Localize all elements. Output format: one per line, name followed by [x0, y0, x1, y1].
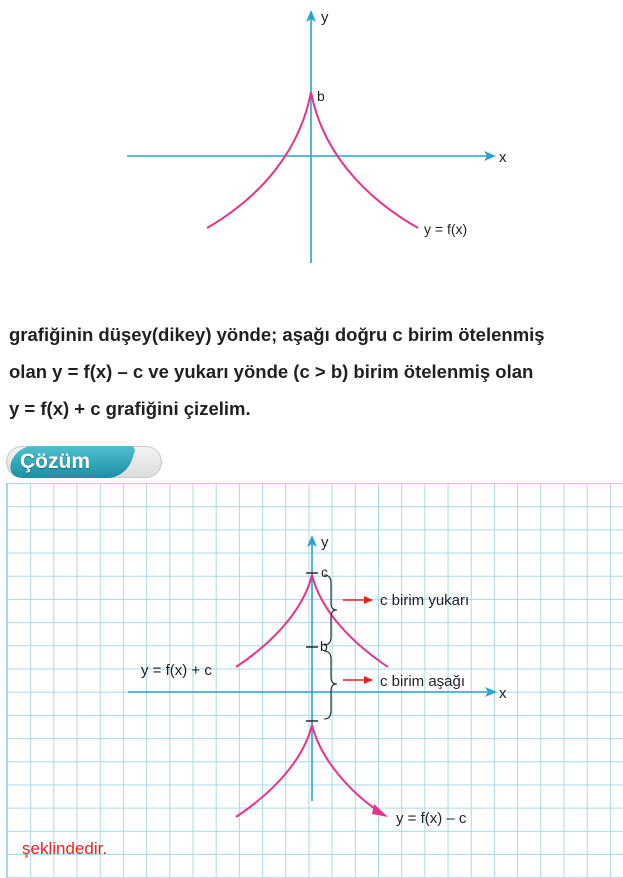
brace-up: [324, 575, 337, 645]
tick-b-label: b: [320, 638, 328, 654]
tick-c-label: c: [321, 564, 328, 580]
top-curve: [207, 92, 418, 228]
conclusion-text: şeklindedir.: [22, 839, 108, 858]
annotation-down: c birim aşağı: [380, 673, 466, 690]
problem-statement: [9, 316, 615, 427]
solution-x-label: x: [499, 685, 507, 702]
solution-badge-label: Çözüm: [20, 450, 90, 473]
top-y-axis: [306, 10, 316, 263]
brace-down: [324, 651, 337, 719]
annotation-up: c birim yukarı: [380, 592, 470, 609]
upper-curve-label: y = f(x) + c: [141, 662, 212, 679]
problem-line-2: olan y = f(x) – c ve yukarı yönde (c > b) birim ötelenmiş olan: [9, 361, 534, 382]
lower-curve: [236, 725, 378, 817]
lower-curve-label: y = f(x) – c: [396, 810, 467, 827]
problem-line-1: grafiğinin düşey(dikey) yönde; aşağı doğru c birim ötelenmiş: [9, 324, 545, 345]
problem-line-3: y = f(x) + c grafiğini çizelim.: [9, 398, 251, 419]
top-x-label: x: [499, 149, 507, 166]
top-graph: [0, 0, 623, 290]
solution-y-label: y: [321, 534, 329, 551]
top-peak-label: b: [317, 88, 325, 104]
lower-curve-arrow-icon: [372, 804, 388, 817]
solution-badge: [6, 446, 162, 478]
top-y-label: y: [321, 9, 329, 26]
top-curve-label: y = f(x): [424, 221, 468, 237]
solution-graph: [0, 483, 623, 878]
